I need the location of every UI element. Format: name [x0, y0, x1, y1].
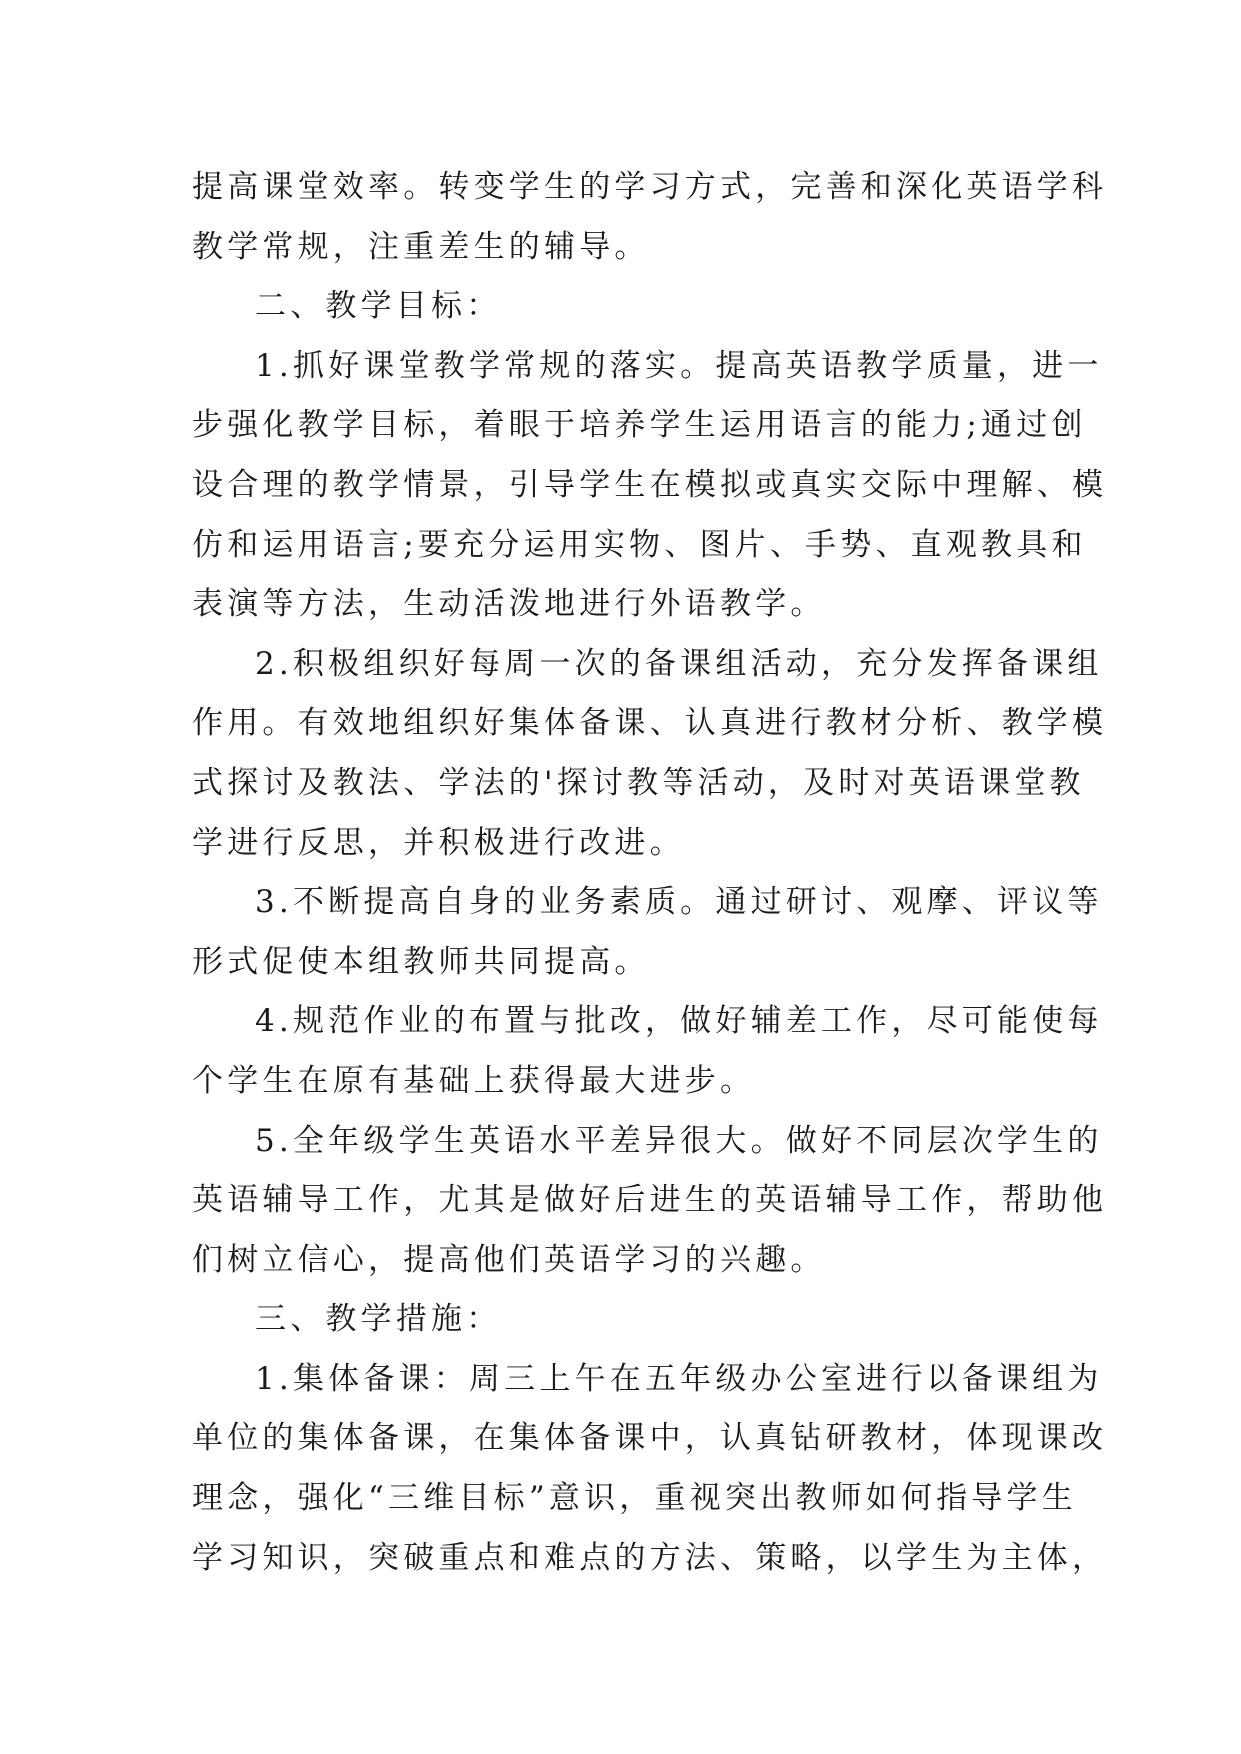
- text-line: 们树立信心，提高他们英语学习的兴趣。: [192, 1241, 826, 1278]
- text-line: 1.集体备课：周三上午在五年级办公室进行以备课组为: [255, 1360, 1103, 1397]
- text-line: 设合理的教学情景，引导学生在模拟或真实交际中理解、模: [192, 466, 1108, 503]
- text-line: 步强化教学目标，着眼于培养学生运用语言的能力;通过创: [192, 407, 1087, 444]
- text-line: 理念，强化“三维目标”意识，重视突出教师如何指导学生: [192, 1480, 1077, 1517]
- text-line: 作用。有效地组织好集体备课、认真进行教材分析、教学模: [192, 705, 1108, 742]
- text-line: 教学常规，注重差生的辅导。: [192, 228, 650, 265]
- text-line: 个学生在原有基础上获得最大进步。: [192, 1062, 756, 1099]
- text-line: 5.全年级学生英语水平差异很大。做好不同层次学生的: [255, 1122, 1103, 1159]
- text-line: 单位的集体备课，在集体备课中，认真钻研教材，体现课改: [192, 1420, 1108, 1457]
- text-line: 式探讨及教法、学法的'探讨教等活动，及时对英语课堂教: [192, 764, 1085, 801]
- text-line: 1.抓好课堂教学常规的落实。提高英语教学质量，进一: [255, 347, 1103, 384]
- text-line: 仿和运用语言;要充分运用实物、图片、手势、直观教具和: [192, 526, 1087, 563]
- text-line: 3.不断提高自身的业务素质。通过研讨、观摩、评议等: [255, 884, 1103, 921]
- document-body: [192, 158, 1108, 1588]
- text-line: 学进行反思，并积极进行改进。: [192, 824, 685, 861]
- text-line: 二、教学目标：: [255, 288, 502, 325]
- text-line: 2.积极组织好每周一次的备课组活动，充分发挥备课组: [255, 645, 1103, 682]
- text-line: 形式促使本组教师共同提高。: [192, 943, 650, 980]
- text-line: 4.规范作业的布置与批改，做好辅差工作，尽可能使每: [255, 1003, 1103, 1040]
- text-line: 提高课堂效率。转变学生的学习方式，完善和深化英语学科: [192, 169, 1108, 205]
- text-line: 英语辅导工作，尤其是做好后进生的英语辅导工作，帮助他: [192, 1182, 1108, 1219]
- text-line: 学习知识，突破重点和难点的方法、策略，以学生为主体，: [192, 1539, 1108, 1576]
- text-line: 三、教学措施：: [255, 1301, 502, 1338]
- text-line: 表演等方法，生动活泼地进行外语教学。: [192, 586, 826, 623]
